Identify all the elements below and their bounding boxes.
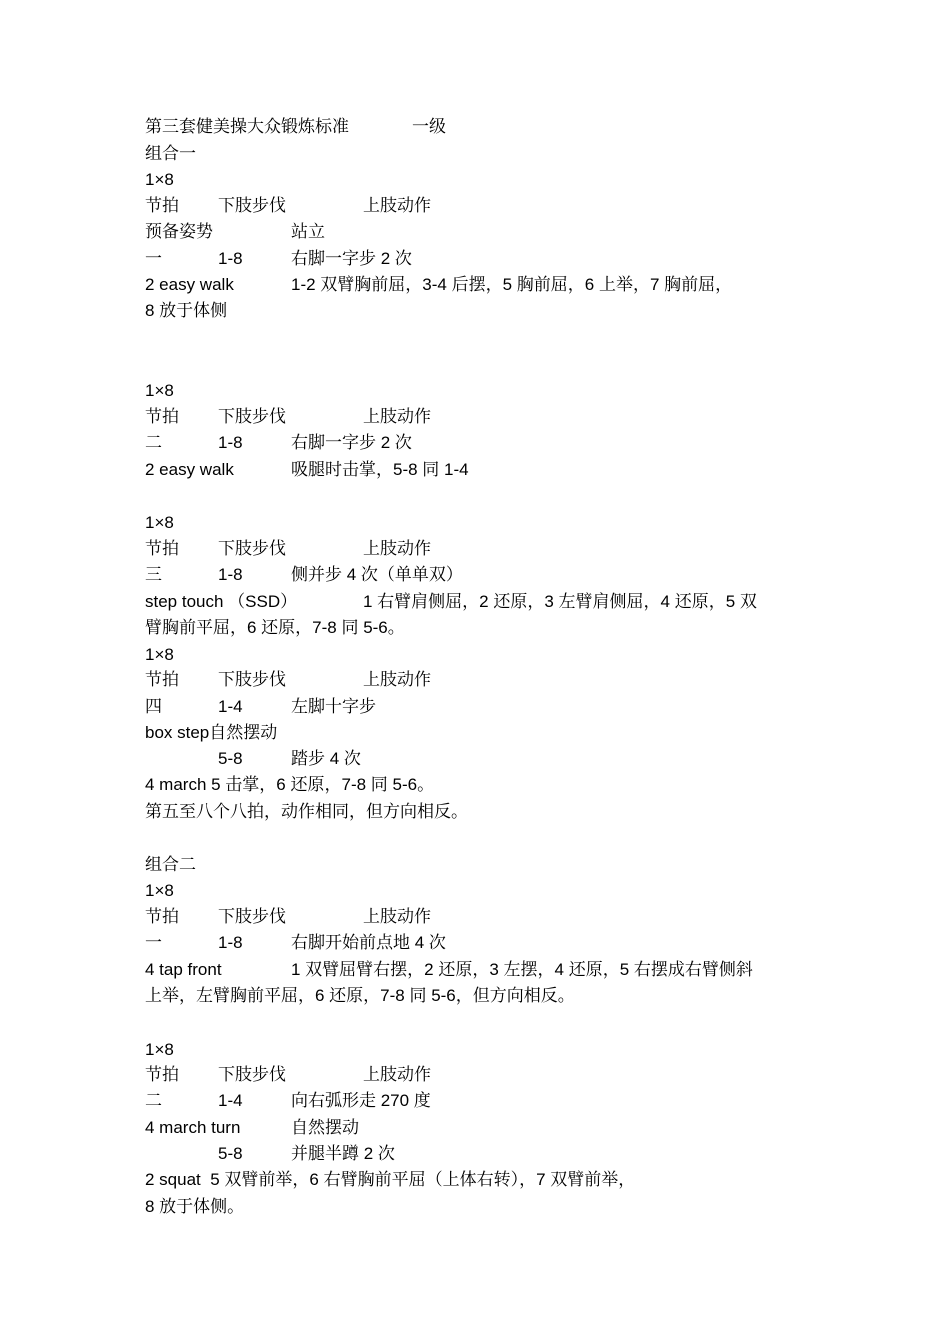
step-row bbox=[145, 694, 825, 720]
ready-value: 站立 bbox=[291, 222, 325, 241]
step-number: 四 bbox=[145, 697, 162, 716]
step-detail-row bbox=[145, 957, 825, 983]
header-upper-limb: 上肢动作 bbox=[363, 539, 431, 558]
combo2-heading bbox=[145, 852, 825, 878]
step-upper-limb: 1 右臂肩侧屈，2 还原，3 左臂肩侧屈，4 还原，5 双 bbox=[363, 592, 757, 611]
step-detail-row bbox=[145, 272, 825, 298]
step-row bbox=[145, 746, 825, 772]
step-beats: 1-8 bbox=[218, 565, 243, 584]
step-upper-limb: 2 squat 5 双臂前举，6 右臂胸前平屈（上体右转），7 双臂前举， bbox=[145, 1170, 636, 1189]
step-continuation-text: 8 放于体侧。 bbox=[145, 1197, 245, 1216]
step-beats: 1-8 bbox=[218, 933, 243, 952]
header-upper-limb: 上肢动作 bbox=[363, 407, 431, 426]
step-beats: 5-8 bbox=[218, 1144, 243, 1163]
header-beat: 节拍 bbox=[145, 407, 179, 426]
step-row bbox=[145, 430, 825, 456]
column-header-row bbox=[145, 904, 825, 930]
beat-count-text: 1×8 bbox=[145, 513, 174, 532]
combo-heading-text: 组合一 bbox=[145, 144, 196, 163]
document-title bbox=[145, 114, 825, 140]
combo-note bbox=[145, 799, 825, 825]
step-row bbox=[145, 1141, 825, 1167]
beat-count bbox=[145, 510, 825, 536]
combo-note-text: 第五至八个八拍，动作相同，但方向相反。 bbox=[145, 802, 468, 821]
header-upper-limb: 上肢动作 bbox=[363, 196, 431, 215]
header-upper-limb: 上肢动作 bbox=[363, 907, 431, 926]
title-level: 一级 bbox=[412, 117, 446, 136]
step-detail-row bbox=[145, 1167, 825, 1193]
step-lower-limb: 踏步 4 次 bbox=[291, 749, 361, 768]
header-beat: 节拍 bbox=[145, 670, 179, 689]
step-row bbox=[145, 930, 825, 956]
column-header-row bbox=[145, 404, 825, 430]
header-lower-limb: 下肢步伐 bbox=[218, 907, 286, 926]
header-lower-limb: 下肢步伐 bbox=[218, 1065, 286, 1084]
step-detail-row bbox=[145, 720, 825, 746]
header-upper-limb: 上肢动作 bbox=[363, 670, 431, 689]
step-number: 三 bbox=[145, 565, 162, 584]
step-beats: 1-8 bbox=[218, 249, 243, 268]
step-continuation-text: 臂胸前平屈，6 还原，7-8 同 5-6。 bbox=[145, 618, 405, 637]
step-name: box step自然摆动 bbox=[145, 723, 278, 742]
step-detail-row bbox=[145, 589, 825, 615]
column-header-row bbox=[145, 193, 825, 219]
step-upper-limb: 1 双臂屈臂右摆，2 还原，3 左摆，4 还原，5 右摆成右臂侧斜 bbox=[291, 960, 753, 979]
step-beats: 1-4 bbox=[218, 697, 243, 716]
header-beat: 节拍 bbox=[145, 1065, 179, 1084]
column-header-row bbox=[145, 667, 825, 693]
beat-count bbox=[145, 878, 825, 904]
header-lower-limb: 下肢步伐 bbox=[218, 539, 286, 558]
beat-count bbox=[145, 1037, 825, 1063]
step-row bbox=[145, 246, 825, 272]
header-beat: 节拍 bbox=[145, 196, 179, 215]
beat-count-text: 1×8 bbox=[145, 1040, 174, 1059]
step-continuation-row bbox=[145, 1194, 825, 1220]
step-detail-row bbox=[145, 1115, 825, 1141]
step-number: 二 bbox=[145, 433, 162, 452]
beat-count-text: 1×8 bbox=[145, 170, 174, 189]
beat-count-text: 1×8 bbox=[145, 645, 174, 664]
step-beats: 1-8 bbox=[218, 433, 243, 452]
step-name: 2 easy walk bbox=[145, 275, 234, 294]
step-continuation-row bbox=[145, 298, 825, 324]
step-name: 4 tap front bbox=[145, 960, 222, 979]
beat-count bbox=[145, 642, 825, 668]
step-upper-limb: 1-2 双臂胸前屈，3-4 后摆，5 胸前屈，6 上举，7 胸前屈， bbox=[291, 275, 733, 294]
header-lower-limb: 下肢步伐 bbox=[218, 196, 286, 215]
header-upper-limb: 上肢动作 bbox=[363, 1065, 431, 1084]
beat-count-text: 1×8 bbox=[145, 381, 174, 400]
step-upper-limb: 自然摆动 bbox=[291, 1118, 359, 1137]
header-beat: 节拍 bbox=[145, 539, 179, 558]
ready-position-row bbox=[145, 219, 825, 245]
column-header-row bbox=[145, 536, 825, 562]
step-beats: 1-4 bbox=[218, 1091, 243, 1110]
header-lower-limb: 下肢步伐 bbox=[218, 407, 286, 426]
step-lower-limb: 右脚一字步 2 次 bbox=[291, 249, 412, 268]
step-lower-limb: 左脚十字步 bbox=[291, 697, 376, 716]
step-continuation-row bbox=[145, 615, 825, 641]
step-upper-limb: 吸腿时击掌，5-8 同 1-4 bbox=[291, 460, 469, 479]
step-number: 一 bbox=[145, 933, 162, 952]
step-continuation-row bbox=[145, 983, 825, 1009]
title-text: 第三套健美操大众锻炼标准 bbox=[145, 117, 349, 136]
step-upper-limb: 4 march 5 击掌，6 还原，7-8 同 5-6。 bbox=[145, 775, 435, 794]
beat-count bbox=[145, 378, 825, 404]
step-number: 一 bbox=[145, 249, 162, 268]
step-row bbox=[145, 562, 825, 588]
step-continuation-text: 上举，左臂胸前平屈，6 还原，7-8 同 5-6，但方向相反。 bbox=[145, 986, 575, 1005]
step-name: step touch （SSD） bbox=[145, 592, 298, 611]
step-beats: 5-8 bbox=[218, 749, 243, 768]
step-name: 2 easy walk bbox=[145, 460, 234, 479]
combo-heading-text: 组合二 bbox=[145, 855, 196, 874]
ready-label: 预备姿势 bbox=[145, 222, 213, 241]
step-number: 二 bbox=[145, 1091, 162, 1110]
step-detail-row bbox=[145, 772, 825, 798]
step-row bbox=[145, 1088, 825, 1114]
beat-count-text: 1×8 bbox=[145, 881, 174, 900]
step-lower-limb: 右脚一字步 2 次 bbox=[291, 433, 412, 452]
column-header-row bbox=[145, 1062, 825, 1088]
beat-count bbox=[145, 167, 825, 193]
step-lower-limb: 侧并步 4 次（单单双） bbox=[291, 565, 463, 584]
step-lower-limb: 右脚开始前点地 4 次 bbox=[291, 933, 446, 952]
step-lower-limb: 并腿半蹲 2 次 bbox=[291, 1144, 395, 1163]
step-detail-row bbox=[145, 457, 825, 483]
header-lower-limb: 下肢步伐 bbox=[218, 670, 286, 689]
header-beat: 节拍 bbox=[145, 907, 179, 926]
step-continuation-text: 8 放于体侧 bbox=[145, 301, 228, 320]
combo1-heading bbox=[145, 141, 825, 167]
step-name: 4 march turn bbox=[145, 1118, 241, 1137]
step-lower-limb: 向右弧形走 270 度 bbox=[291, 1091, 431, 1110]
